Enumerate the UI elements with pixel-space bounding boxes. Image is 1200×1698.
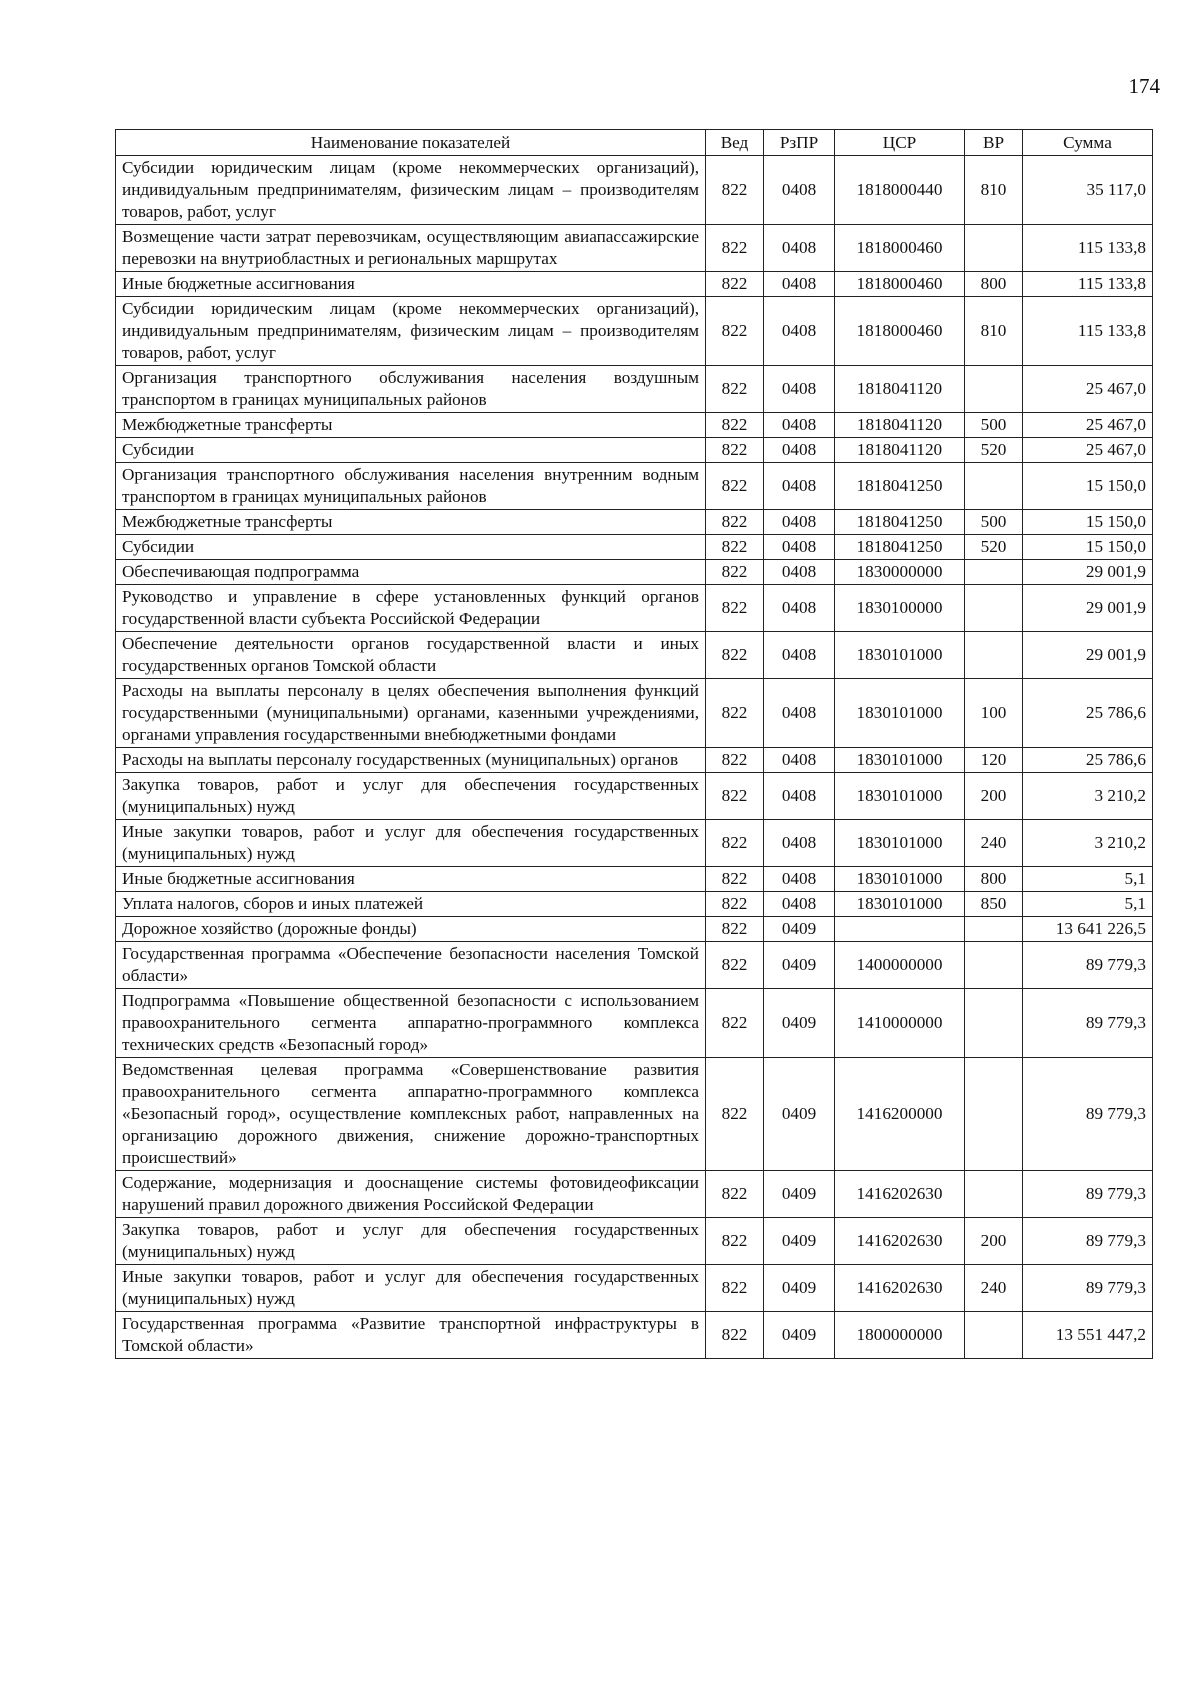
- cell-sum: 3 210,2: [1023, 820, 1153, 867]
- cell-csr: 1818041120: [835, 413, 965, 438]
- cell-vr: 200: [965, 1218, 1023, 1265]
- table-row: [116, 820, 1153, 867]
- cell-csr: 1416200000: [835, 1058, 965, 1171]
- cell-csr: 1400000000: [835, 942, 965, 989]
- table-row: [116, 156, 1153, 225]
- table-row: [116, 917, 1153, 942]
- cell-vr: 800: [965, 867, 1023, 892]
- cell-sum: 25 786,6: [1023, 748, 1153, 773]
- cell-csr: 1830101000: [835, 867, 965, 892]
- cell-rzpr: 0409: [764, 1218, 835, 1265]
- cell-csr: 1416202630: [835, 1218, 965, 1265]
- table-row: [116, 438, 1153, 463]
- cell-rzpr: 0409: [764, 1171, 835, 1218]
- cell-rzpr: 0409: [764, 942, 835, 989]
- cell-name: Расходы на выплаты персоналу в целях обеспечения выполнения функций государственными (муниципальными) органами, казенными учреждениями, органами управления государственными внебюджетными фондами: [116, 679, 706, 748]
- cell-csr: 1818041120: [835, 366, 965, 413]
- cell-vr: 240: [965, 1265, 1023, 1312]
- cell-ved: 822: [706, 1171, 764, 1218]
- header-ved: Вед: [706, 130, 764, 156]
- cell-vr: 800: [965, 272, 1023, 297]
- cell-sum: 25 467,0: [1023, 413, 1153, 438]
- cell-name: Субсидии: [116, 438, 706, 463]
- cell-name: Государственная программа «Обеспечение безопасности населения Томской области»: [116, 942, 706, 989]
- cell-rzpr: 0408: [764, 225, 835, 272]
- cell-ved: 822: [706, 917, 764, 942]
- cell-vr: 810: [965, 297, 1023, 366]
- cell-csr: 1818000460: [835, 225, 965, 272]
- table-row: [116, 632, 1153, 679]
- cell-vr: 500: [965, 413, 1023, 438]
- cell-sum: 25 786,6: [1023, 679, 1153, 748]
- table-row: [116, 989, 1153, 1058]
- cell-csr: 1800000000: [835, 1312, 965, 1359]
- cell-csr: 1830101000: [835, 820, 965, 867]
- cell-rzpr: 0408: [764, 438, 835, 463]
- cell-ved: 822: [706, 272, 764, 297]
- cell-vr: 520: [965, 535, 1023, 560]
- budget-table: [115, 129, 1153, 1359]
- cell-csr: [835, 917, 965, 942]
- table-row: [116, 535, 1153, 560]
- table-row: [116, 867, 1153, 892]
- header-csr: ЦСР: [835, 130, 965, 156]
- cell-csr: 1830000000: [835, 560, 965, 585]
- cell-csr: 1410000000: [835, 989, 965, 1058]
- cell-name: Организация транспортного обслуживания населения внутренним водным транспортом в границах муниципальных районов: [116, 463, 706, 510]
- page-number: 174: [1128, 74, 1160, 98]
- table-row: [116, 560, 1153, 585]
- cell-sum: 89 779,3: [1023, 989, 1153, 1058]
- table-row: [116, 892, 1153, 917]
- table-row: [116, 366, 1153, 413]
- cell-sum: 89 779,3: [1023, 1058, 1153, 1171]
- cell-sum: 13 641 226,5: [1023, 917, 1153, 942]
- cell-rzpr: 0408: [764, 560, 835, 585]
- cell-vr: 810: [965, 156, 1023, 225]
- cell-rzpr: 0409: [764, 1058, 835, 1171]
- header-sum: Сумма: [1023, 130, 1153, 156]
- cell-vr: 100: [965, 679, 1023, 748]
- cell-name: Закупка товаров, работ и услуг для обеспечения государственных (муниципальных) нужд: [116, 773, 706, 820]
- table-row: [116, 510, 1153, 535]
- cell-ved: 822: [706, 892, 764, 917]
- cell-sum: 13 551 447,2: [1023, 1312, 1153, 1359]
- cell-vr: [965, 917, 1023, 942]
- cell-rzpr: 0408: [764, 413, 835, 438]
- cell-ved: 822: [706, 510, 764, 535]
- cell-csr: 1818041250: [835, 510, 965, 535]
- cell-name: Возмещение части затрат перевозчикам, осуществляющим авиапассажирские перевозки на внутриобластных и региональных маршрутах: [116, 225, 706, 272]
- cell-ved: 822: [706, 1312, 764, 1359]
- cell-name: Иные бюджетные ассигнования: [116, 867, 706, 892]
- cell-rzpr: 0408: [764, 867, 835, 892]
- cell-csr: 1818041250: [835, 535, 965, 560]
- cell-ved: 822: [706, 535, 764, 560]
- cell-csr: 1818000440: [835, 156, 965, 225]
- cell-vr: 200: [965, 773, 1023, 820]
- cell-ved: 822: [706, 156, 764, 225]
- cell-sum: 3 210,2: [1023, 773, 1153, 820]
- cell-sum: 15 150,0: [1023, 535, 1153, 560]
- cell-rzpr: 0408: [764, 463, 835, 510]
- table-row: [116, 1171, 1153, 1218]
- cell-name: Обеспечивающая подпрограмма: [116, 560, 706, 585]
- cell-csr: 1830100000: [835, 585, 965, 632]
- header-rzpr: РзПР: [764, 130, 835, 156]
- cell-sum: 115 133,8: [1023, 297, 1153, 366]
- cell-rzpr: 0408: [764, 892, 835, 917]
- cell-name: Субсидии юридическим лицам (кроме некоммерческих организаций), индивидуальным предпринимателям, физическим лицам – производителям товаров, работ, услуг: [116, 156, 706, 225]
- table-row: [116, 585, 1153, 632]
- cell-rzpr: 0408: [764, 366, 835, 413]
- table-row: [116, 748, 1153, 773]
- cell-rzpr: 0408: [764, 632, 835, 679]
- cell-rzpr: 0408: [764, 820, 835, 867]
- cell-vr: 500: [965, 510, 1023, 535]
- header-name: Наименование показателей: [116, 130, 706, 156]
- cell-vr: [965, 225, 1023, 272]
- cell-sum: 29 001,9: [1023, 560, 1153, 585]
- cell-ved: 822: [706, 1218, 764, 1265]
- cell-rzpr: 0408: [764, 297, 835, 366]
- table-row: [116, 942, 1153, 989]
- cell-rzpr: 0409: [764, 1265, 835, 1312]
- cell-rzpr: 0409: [764, 989, 835, 1058]
- cell-ved: 822: [706, 1058, 764, 1171]
- cell-ved: 822: [706, 679, 764, 748]
- cell-vr: [965, 585, 1023, 632]
- cell-sum: 25 467,0: [1023, 438, 1153, 463]
- cell-vr: [965, 1312, 1023, 1359]
- cell-name: Руководство и управление в сфере установленных функций органов государственной власти субъекта Российской Федерации: [116, 585, 706, 632]
- cell-vr: [965, 463, 1023, 510]
- cell-name: Иные закупки товаров, работ и услуг для обеспечения государственных (муниципальных) нужд: [116, 1265, 706, 1312]
- cell-name: Иные бюджетные ассигнования: [116, 272, 706, 297]
- cell-sum: 35 117,0: [1023, 156, 1153, 225]
- cell-ved: 822: [706, 632, 764, 679]
- cell-ved: 822: [706, 748, 764, 773]
- table-row: [116, 463, 1153, 510]
- cell-vr: 520: [965, 438, 1023, 463]
- cell-ved: 822: [706, 225, 764, 272]
- cell-ved: 822: [706, 297, 764, 366]
- table-row: [116, 225, 1153, 272]
- cell-sum: 5,1: [1023, 892, 1153, 917]
- cell-csr: 1416202630: [835, 1171, 965, 1218]
- cell-sum: 25 467,0: [1023, 366, 1153, 413]
- cell-vr: [965, 1058, 1023, 1171]
- cell-ved: 822: [706, 1265, 764, 1312]
- cell-csr: 1416202630: [835, 1265, 965, 1312]
- cell-ved: 822: [706, 942, 764, 989]
- cell-name: Содержание, модернизация и дооснащение системы фотовидеофиксации нарушений правил дорожного движения Российской Федерации: [116, 1171, 706, 1218]
- table-row: [116, 773, 1153, 820]
- cell-ved: 822: [706, 463, 764, 510]
- cell-csr: 1830101000: [835, 679, 965, 748]
- cell-vr: [965, 1171, 1023, 1218]
- cell-name: Организация транспортного обслуживания населения воздушным транспортом в границах муниципальных районов: [116, 366, 706, 413]
- cell-rzpr: 0408: [764, 156, 835, 225]
- table-row: [116, 413, 1153, 438]
- cell-vr: [965, 560, 1023, 585]
- cell-vr: [965, 942, 1023, 989]
- cell-sum: 115 133,8: [1023, 272, 1153, 297]
- cell-csr: 1818000460: [835, 297, 965, 366]
- table-row: [116, 1312, 1153, 1359]
- cell-name: Государственная программа «Развитие транспортной инфраструктуры в Томской области»: [116, 1312, 706, 1359]
- cell-rzpr: 0408: [764, 585, 835, 632]
- cell-rzpr: 0408: [764, 748, 835, 773]
- cell-sum: 29 001,9: [1023, 585, 1153, 632]
- cell-name: Подпрограмма «Повышение общественной безопасности с использованием правоохранительного сегмента аппаратно-программного комплекса технических средств «Безопасный город»: [116, 989, 706, 1058]
- cell-name: Уплата налогов, сборов и иных платежей: [116, 892, 706, 917]
- cell-name: Межбюджетные трансферты: [116, 510, 706, 535]
- cell-ved: 822: [706, 413, 764, 438]
- cell-csr: 1830101000: [835, 773, 965, 820]
- cell-rzpr: 0409: [764, 917, 835, 942]
- cell-csr: 1818041250: [835, 463, 965, 510]
- cell-csr: 1830101000: [835, 892, 965, 917]
- cell-csr: 1830101000: [835, 748, 965, 773]
- cell-ved: 822: [706, 366, 764, 413]
- cell-ved: 822: [706, 585, 764, 632]
- cell-rzpr: 0408: [764, 510, 835, 535]
- cell-csr: 1818041120: [835, 438, 965, 463]
- cell-rzpr: 0408: [764, 773, 835, 820]
- cell-name: Дорожное хозяйство (дорожные фонды): [116, 917, 706, 942]
- cell-name: Межбюджетные трансферты: [116, 413, 706, 438]
- cell-name: Субсидии: [116, 535, 706, 560]
- cell-sum: 29 001,9: [1023, 632, 1153, 679]
- cell-name: Расходы на выплаты персоналу государственных (муниципальных) органов: [116, 748, 706, 773]
- cell-ved: 822: [706, 438, 764, 463]
- cell-sum: 89 779,3: [1023, 1265, 1153, 1312]
- cell-ved: 822: [706, 560, 764, 585]
- cell-vr: 240: [965, 820, 1023, 867]
- cell-csr: 1818000460: [835, 272, 965, 297]
- cell-sum: 5,1: [1023, 867, 1153, 892]
- cell-sum: 89 779,3: [1023, 1171, 1153, 1218]
- cell-sum: 89 779,3: [1023, 1218, 1153, 1265]
- cell-ved: 822: [706, 773, 764, 820]
- cell-vr: 850: [965, 892, 1023, 917]
- table-row: [116, 1265, 1153, 1312]
- cell-sum: 15 150,0: [1023, 510, 1153, 535]
- table-row: [116, 297, 1153, 366]
- cell-rzpr: 0409: [764, 1312, 835, 1359]
- cell-ved: 822: [706, 820, 764, 867]
- cell-csr: 1830101000: [835, 632, 965, 679]
- cell-sum: 115 133,8: [1023, 225, 1153, 272]
- cell-name: Иные закупки товаров, работ и услуг для обеспечения государственных (муниципальных) нужд: [116, 820, 706, 867]
- cell-name: Ведомственная целевая программа «Совершенствование развития правоохранительного сегмента аппаратно-программного комплекса «Безопасный город», осуществление комплексных работ, направленных на организацию дорожного движения, снижение дорожно-транспортных происшествий»: [116, 1058, 706, 1171]
- table-header-row: [116, 130, 1153, 156]
- cell-sum: 89 779,3: [1023, 942, 1153, 989]
- cell-rzpr: 0408: [764, 679, 835, 748]
- table-row: [116, 1058, 1153, 1171]
- cell-vr: [965, 632, 1023, 679]
- cell-sum: 15 150,0: [1023, 463, 1153, 510]
- cell-name: Закупка товаров, работ и услуг для обеспечения государственных (муниципальных) нужд: [116, 1218, 706, 1265]
- header-vr: ВР: [965, 130, 1023, 156]
- cell-vr: [965, 366, 1023, 413]
- cell-name: Субсидии юридическим лицам (кроме некоммерческих организаций), индивидуальным предпринимателям, физическим лицам – производителям товаров, работ, услуг: [116, 297, 706, 366]
- table-row: [116, 1218, 1153, 1265]
- table-row: [116, 679, 1153, 748]
- table-row: [116, 272, 1153, 297]
- cell-ved: 822: [706, 989, 764, 1058]
- cell-vr: [965, 989, 1023, 1058]
- cell-vr: 120: [965, 748, 1023, 773]
- cell-rzpr: 0408: [764, 272, 835, 297]
- cell-rzpr: 0408: [764, 535, 835, 560]
- table-body: [116, 156, 1153, 1359]
- cell-name: Обеспечение деятельности органов государственной власти и иных государственных органов Томской области: [116, 632, 706, 679]
- cell-ved: 822: [706, 867, 764, 892]
